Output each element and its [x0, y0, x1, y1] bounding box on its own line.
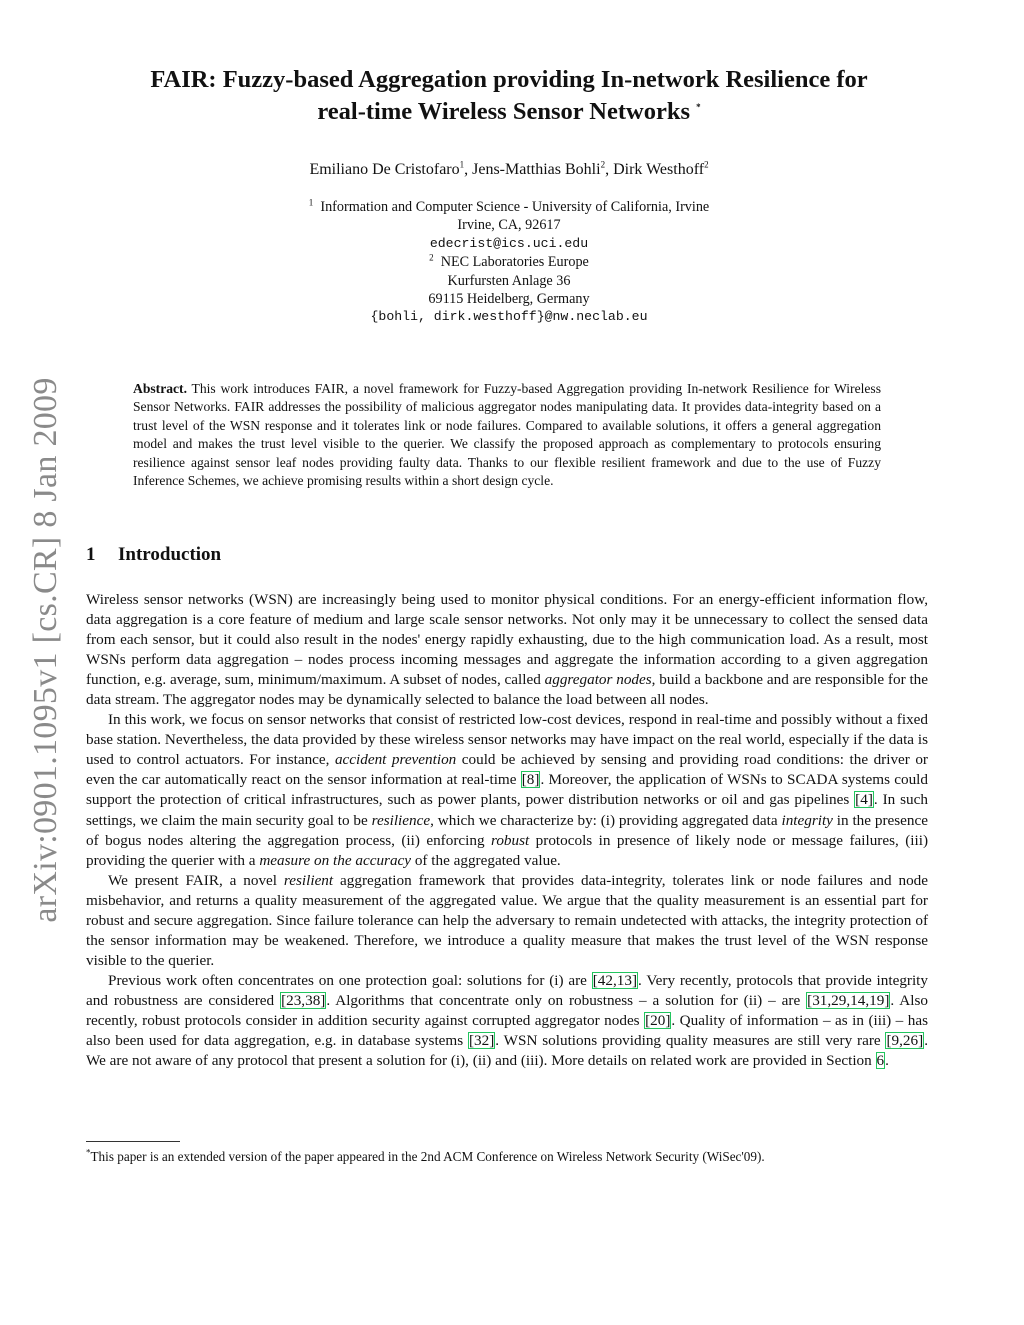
- footnote-text: This paper is an extended version of the paper appeared in the 2nd ACM Conference on Wireless Network Security (WiSec'09).: [90, 1149, 765, 1164]
- text-run: . Also recently, robust protocols consider in addition security against corrupted aggregator nodes: [86, 991, 928, 1029]
- text-run: . In such settings, we claim the main security goal to be: [86, 791, 928, 829]
- introduction-body: [86, 590, 928, 1071]
- footnote-mark: *: [86, 1147, 91, 1158]
- affiliation-2-email[interactable]: {bohli, dirk.westhoff}@nw.neclab.eu: [370, 309, 648, 325]
- author-2-affil: 2: [600, 159, 606, 170]
- emphasis: aggregator nodes: [544, 671, 652, 689]
- affiliation-1-city: Irvine, CA, 92617: [457, 217, 561, 234]
- paragraph-2: [86, 710, 928, 870]
- affiliation-1-email[interactable]: edecrist@ics.uci.edu: [429, 235, 589, 251]
- author-1-affil: 1: [459, 159, 465, 170]
- text-run: In this work, we focus on sensor networks that consist of restricted low-cost devices, respond in real-time and possibly without a fixed base station. Nevertheless, the data provided by these wireless sensor networks may have impact on the real world, especially if the data is used to control actuators. For instance,: [86, 711, 928, 769]
- footnote-divider: [86, 1141, 180, 1142]
- affiliations: [90, 198, 928, 327]
- text-run: . We are not aware of any protocol that present a solution for (i), (ii) and (iii). More details on related work are provided in Section: [86, 1032, 928, 1070]
- emphasis: resilient: [283, 871, 334, 889]
- text-run: . Moreover, the application of WSNs to SCADA systems could support the protection of critical infrastructures, such as power plants, power distribution networks or oil and gas pipelines: [86, 771, 928, 809]
- citation-link[interactable]: [4]: [855, 791, 873, 809]
- author-list: [90, 161, 928, 179]
- paragraph-3: [86, 871, 928, 971]
- emphasis: integrity: [781, 811, 833, 829]
- emphasis: measure on the accuracy: [259, 851, 412, 869]
- arxiv-identifier-stamp: arXiv:0901.1095v1 [cs.CR] 8 Jan 2009: [27, 377, 64, 923]
- citation-link[interactable]: [9,26]: [886, 1032, 924, 1050]
- emphasis: robust: [490, 831, 530, 849]
- affiliation-2-city: 69115 Heidelberg, Germany: [428, 291, 590, 308]
- author-separator: ,: [605, 161, 614, 178]
- section-number: 1: [86, 544, 96, 565]
- section-title: Introduction: [118, 544, 222, 565]
- text-run: in the presence of bogus nodes altering the aggregation process, (ii) enforcing: [86, 811, 928, 849]
- affiliation-1-mark: 1: [308, 197, 314, 208]
- affiliation-2-name: [90, 253, 928, 271]
- text-run: We present FAIR, a novel: [108, 871, 284, 889]
- text-run: . WSN solutions providing quality measures are still very rare: [495, 1032, 886, 1050]
- author-3: Dirk Westhoff: [613, 161, 705, 178]
- citation-link[interactable]: [32]: [468, 1032, 495, 1050]
- affiliation-2-text: NEC Laboratories Europe: [440, 254, 589, 271]
- text-run: aggregation framework that provides data-integrity, tolerates link or node failures and node misbehavior, and returns a quality measurement of the aggregated value. We argue that the quality measurement is an essential part for robust and secure aggregation. Since failure tolerance can help the adversary to remain undetected with attacks, the integrity protection of the sensor information may be weakened. Therefore, we introduce a quality measure that makes the trust level of the WSN response visible to the querier.: [86, 871, 929, 969]
- text-run: , build a backbone and are responsible for the data stream. The aggregator nodes may be dynamically selected to balance the load between all nodes.: [86, 671, 929, 709]
- author-2: Jens-Matthias Bohli: [472, 161, 601, 178]
- text-run: of the aggregated value.: [411, 851, 561, 869]
- emphasis: accident prevention: [334, 751, 457, 769]
- text-run: protocols in presence of likely node or message failures, (iii) providing the querier with a: [86, 831, 928, 869]
- citation-link[interactable]: [31,29,14,19]: [807, 991, 890, 1009]
- abstract-label: Abstract.: [133, 381, 187, 396]
- text-run: .: [885, 1052, 889, 1070]
- text-run: . Quality of information – as in (iii) – has also been used for data aggregation, e.g. in database systems: [86, 1011, 928, 1050]
- text-run: Wireless sensor networks (WSN) are increasingly being used to monitor physical conditions. For an energy-efficient information flow, data aggregation is a core feature of medium and large scale sensor networks. Not only may it be unnecessary to collect the sensed data from each sensor, but it could also result in the nodes' energy rapidly exhausting, due to the high communication load. As a result, most WSNs perform data aggregation – nodes process incoming messages and aggregate the information according to a given aggregation function, e.g. average, sum, minimum/maximum. A subset of nodes, called: [86, 591, 928, 689]
- section-heading-introduction: [86, 544, 221, 566]
- text-run: . Algorithms that concentrate only on robustness – a solution for (ii) – are: [326, 991, 807, 1009]
- title-line-2-text: real-time Wireless Sensor Networks: [317, 98, 691, 125]
- citation-link[interactable]: [23,38]: [281, 991, 326, 1009]
- author-1: Emiliano De Cristofaro: [309, 161, 460, 178]
- text-run: , which we characterize by: (i) providing aggregated data: [430, 811, 782, 829]
- citation-link[interactable]: [20]: [645, 1011, 671, 1029]
- affiliation-1-name: [90, 198, 928, 216]
- author-3-affil: 2: [704, 159, 709, 170]
- text-run: could be achieved by sensing and providing road conditions: the driver or even the car automatically react on the sensor information at real-time: [86, 751, 928, 789]
- text-run: Previous work often concentrates on one protection goal: solutions for (i) are: [108, 971, 592, 989]
- author-separator: ,: [464, 161, 473, 178]
- abstract: [133, 380, 881, 490]
- emphasis: resilience: [371, 811, 431, 829]
- section-reference-link[interactable]: 6: [876, 1052, 885, 1070]
- title-line-2: [90, 96, 928, 128]
- paragraph-4: [86, 971, 928, 1071]
- paper-title: [90, 64, 928, 128]
- footnote: [86, 1148, 928, 1166]
- citation-link[interactable]: [42,13]: [592, 971, 638, 989]
- citation-link[interactable]: [8]: [521, 771, 540, 789]
- abstract-text: This work introduces FAIR, a novel framework for Fuzzy-based Aggregation providing In-network Resilience for Wireless Sensor Networks. FAIR addresses the possibility of malicious aggregator nodes manipulating data. It provides data-integrity based on a trust level of the WSN response and it tolerates link or node failures. Compared to available solutions, it offers a general aggregation model and makes the trust level visible to the querier. We classify the proposed approach as complementary to protocols ensuring resilience against sensor leaf nodes providing faulty data. Thanks to our flexible resilient framework and due to the use of Fuzzy Inference Schemes, we achieve promising results within a short design cycle.: [133, 381, 881, 489]
- paragraph-1: [86, 590, 928, 710]
- text-run: . Very recently, protocols that provide integrity and robustness are considered: [86, 971, 928, 1009]
- affiliation-2-street: Kurfursten Anlage 36: [447, 272, 571, 289]
- title-footnote-marker: *: [696, 101, 701, 112]
- title-line-1: FAIR: Fuzzy-based Aggregation providing In-network Resilience for: [150, 66, 868, 93]
- affiliation-1-text: Information and Computer Science - University of California, Irvine: [320, 199, 710, 215]
- affiliation-2-mark: 2: [429, 252, 434, 263]
